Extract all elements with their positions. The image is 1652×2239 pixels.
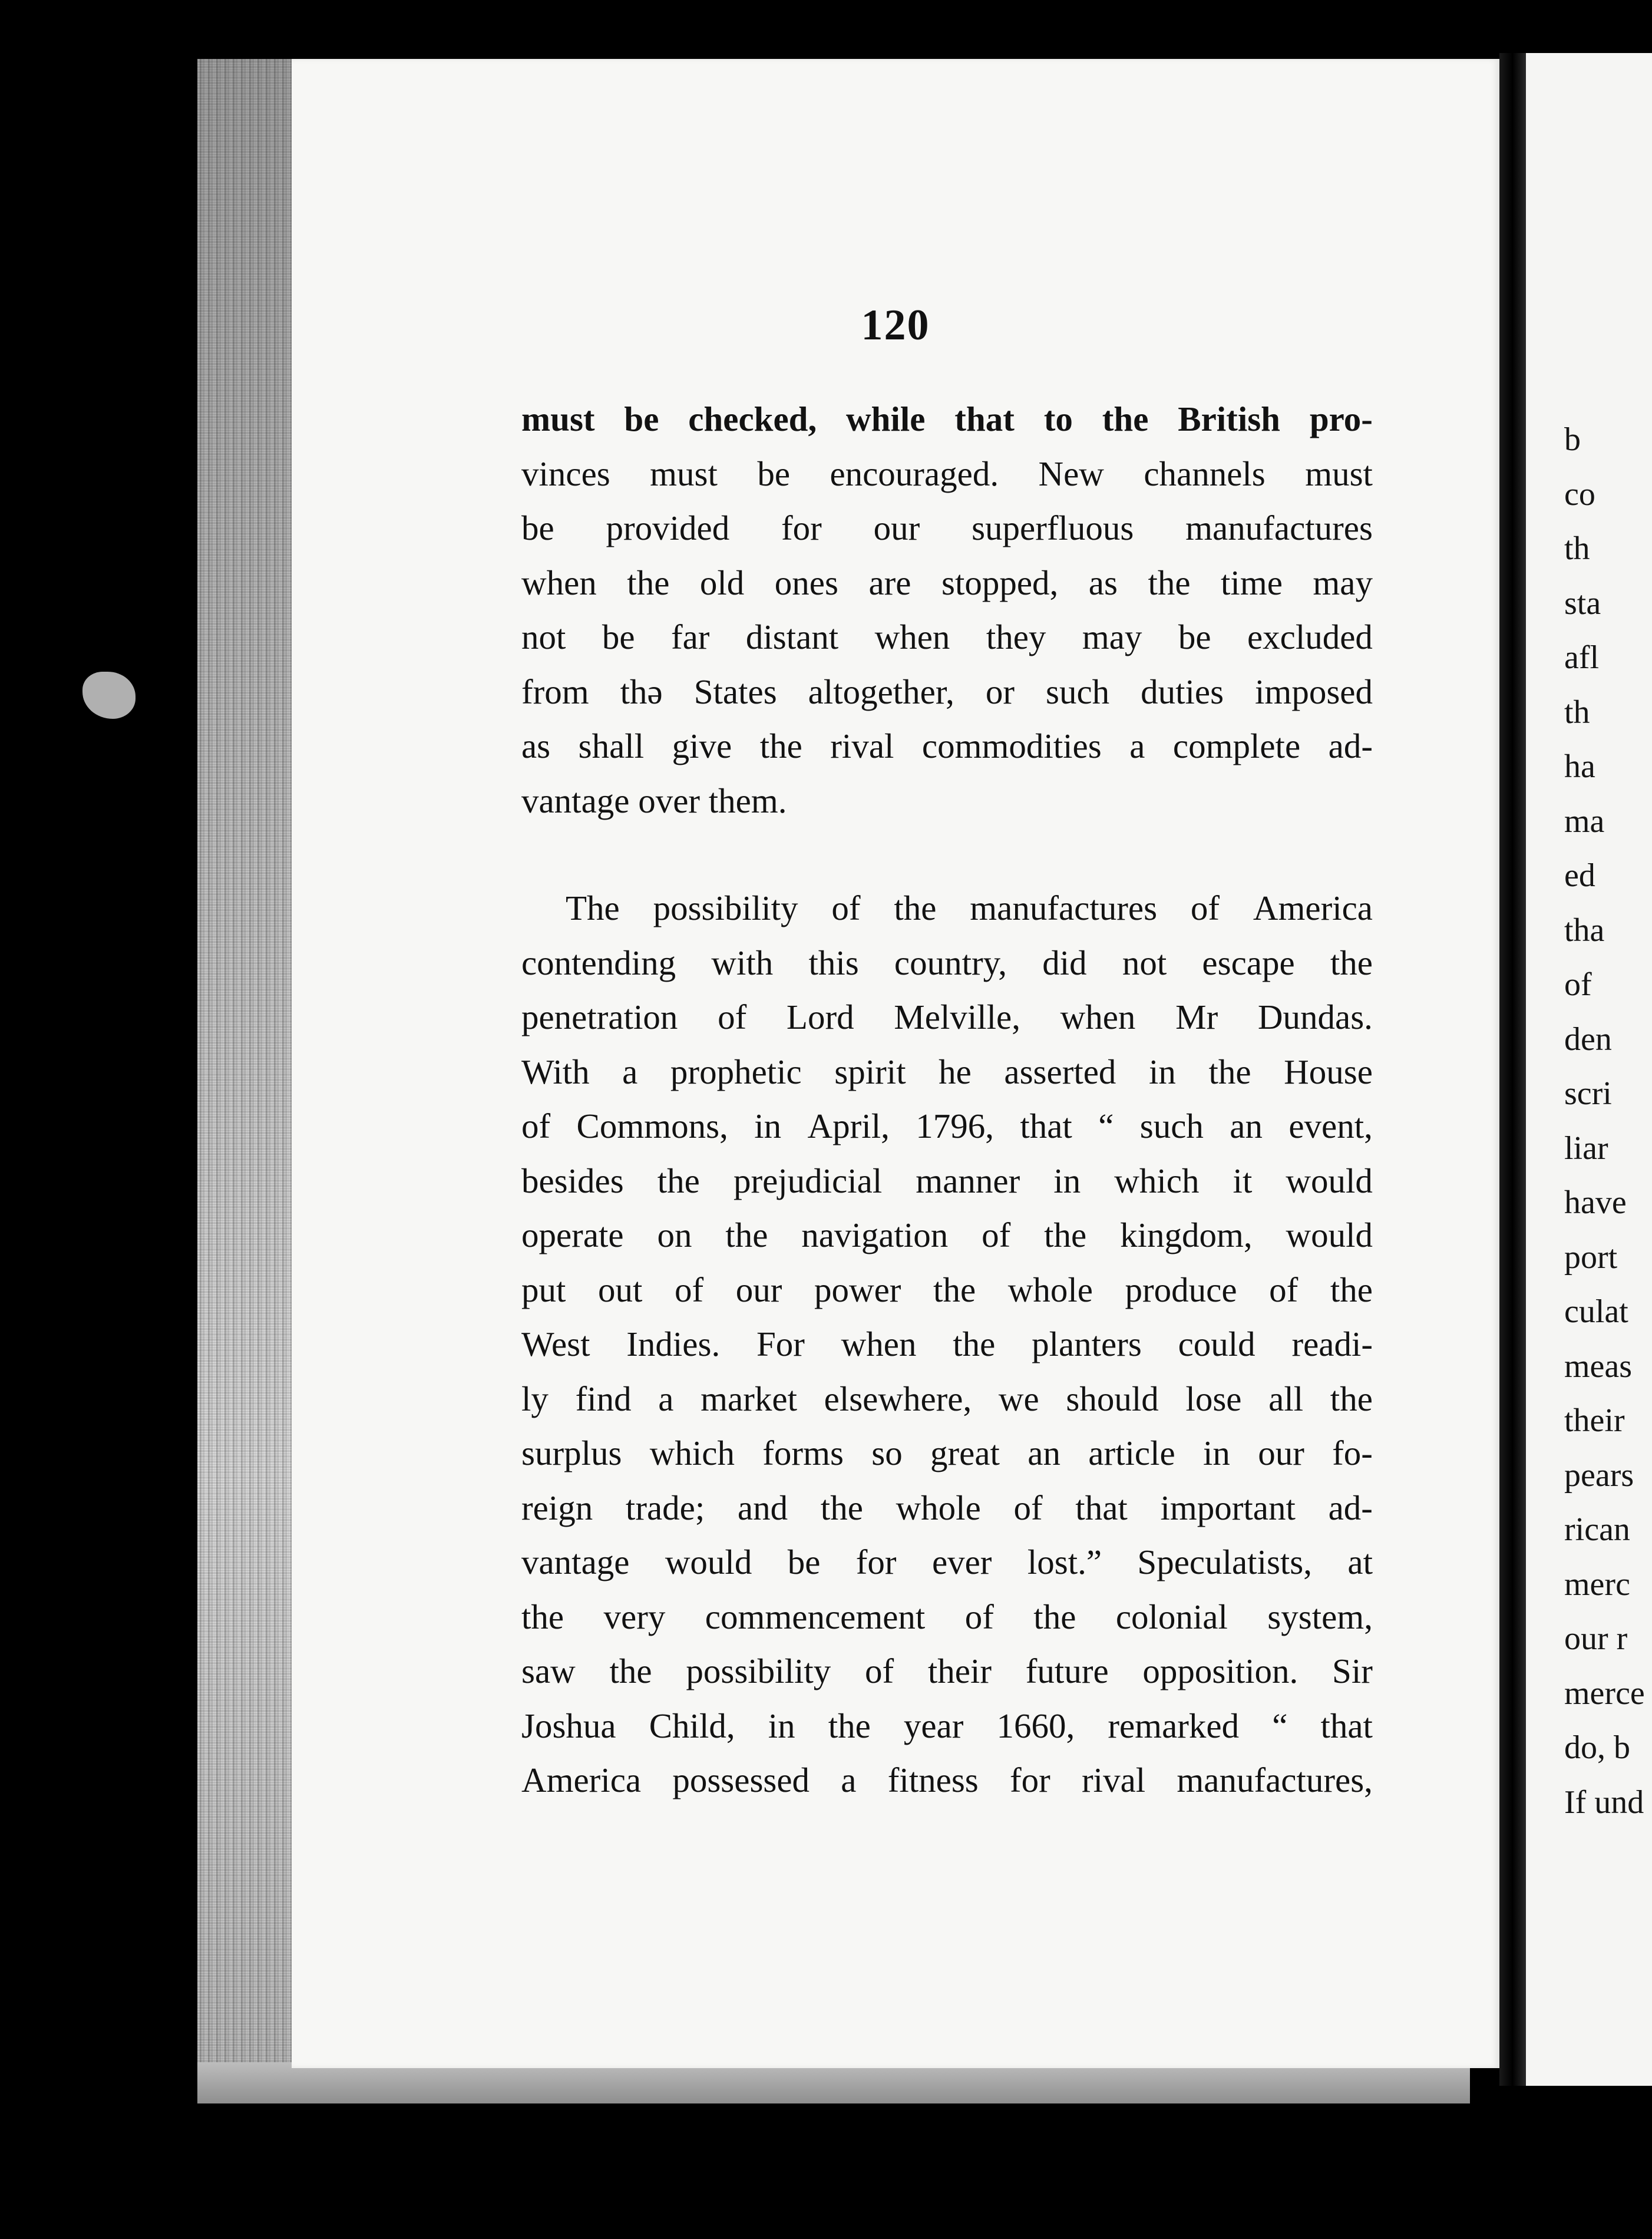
text-line: besides the prejudicial manner in which it would [521, 1161, 1373, 1200]
facing-fragment: sta [1564, 584, 1601, 622]
facing-fragment: their [1564, 1402, 1625, 1439]
paper-blot [82, 672, 136, 719]
facing-fragment: liar [1564, 1130, 1608, 1167]
facing-fragment: b [1564, 421, 1581, 458]
facing-fragment: ha [1564, 748, 1595, 785]
left-page [292, 59, 1499, 2068]
facing-fragment: our r [1564, 1620, 1628, 1657]
facing-fragment: rican [1564, 1511, 1630, 1548]
text-line: America possessed a fitness for rival manufactures, [521, 1761, 1373, 1799]
text-line: not be far distant when they may be excluded [521, 617, 1373, 656]
facing-fragment: ed [1564, 857, 1595, 894]
text-line: vantage would be for ever lost.” Speculatists, at [521, 1543, 1373, 1581]
text-line: vinces must be encouraged. New channels must [521, 454, 1373, 493]
facing-fragment: afl [1564, 639, 1600, 676]
text-line: saw the possibility of their future opposition. Sir [521, 1652, 1373, 1690]
book-gutter [1499, 53, 1526, 2086]
paragraph-2 [521, 881, 1373, 1808]
facing-fragment: merce [1564, 1675, 1645, 1712]
facing-fragment: If und [1564, 1784, 1644, 1821]
paragraph-gap [521, 828, 1373, 881]
facing-fragment: port [1564, 1239, 1618, 1276]
body-text [521, 392, 1373, 1808]
book-bottom-edge [197, 2062, 1470, 2103]
text-line: put out of our power the whole produce of the [521, 1270, 1373, 1309]
page-number: 120 [861, 301, 930, 349]
facing-fragment: tha [1564, 912, 1605, 949]
facing-fragment: do, b [1564, 1729, 1630, 1766]
facing-fragment: culat [1564, 1293, 1628, 1330]
text-line: when the old ones are stopped, as the time may [521, 563, 1373, 602]
text-line: With a prophetic spirit he asserted in the House [521, 1052, 1373, 1091]
facing-page-text [1564, 412, 1645, 1829]
text-line: Joshua Child, in the year 1660, remarked “ that [521, 1706, 1373, 1745]
text-line: vantage over them. [521, 781, 787, 820]
text-line: penetration of Lord Melville, when Mr Dundas. [521, 998, 1373, 1036]
facing-fragment: meas [1564, 1348, 1633, 1385]
text-line: as shall give the rival commodities a complete ad- [521, 726, 1373, 765]
paragraph-1 [521, 392, 1373, 828]
text-line: ly find a market elsewhere, we should lose all the [521, 1379, 1373, 1418]
facing-fragment: co [1564, 475, 1595, 513]
facing-fragment: pears [1564, 1457, 1634, 1494]
facing-fragment: th [1564, 530, 1590, 567]
text-line: The possibility of the manufactures of America [566, 889, 1373, 927]
text-line: must be checked, while that to the British pro- [521, 399, 1373, 438]
text-line: of Commons, in April, 1796, that “ such an event, [521, 1107, 1373, 1145]
facing-fragment: den [1564, 1021, 1612, 1058]
facing-page [1526, 53, 1652, 2086]
text-line: West Indies. For when the planters could readi- [521, 1325, 1373, 1363]
text-line: contending with this country, did not escape the [521, 943, 1373, 982]
text-line: operate on the navigation of the kingdom, would [521, 1216, 1373, 1254]
book-page-edges [197, 59, 292, 2080]
facing-fragment: merc [1564, 1566, 1630, 1603]
facing-fragment: scri [1564, 1075, 1612, 1112]
facing-fragment: ma [1564, 803, 1605, 840]
facing-fragment: of [1564, 966, 1592, 1003]
text-line: the very commencement of the colonial system, [521, 1597, 1373, 1636]
text-line: be provided for our superfluous manufactures [521, 508, 1373, 547]
text-line: surplus which forms so great an article in our fo- [521, 1434, 1373, 1472]
text-line: from thə States altogether, or such duties imposed [521, 672, 1373, 711]
text-line: reign trade; and the whole of that important ad- [521, 1488, 1373, 1527]
facing-fragment: th [1564, 694, 1590, 731]
facing-fragment: have [1564, 1184, 1627, 1221]
